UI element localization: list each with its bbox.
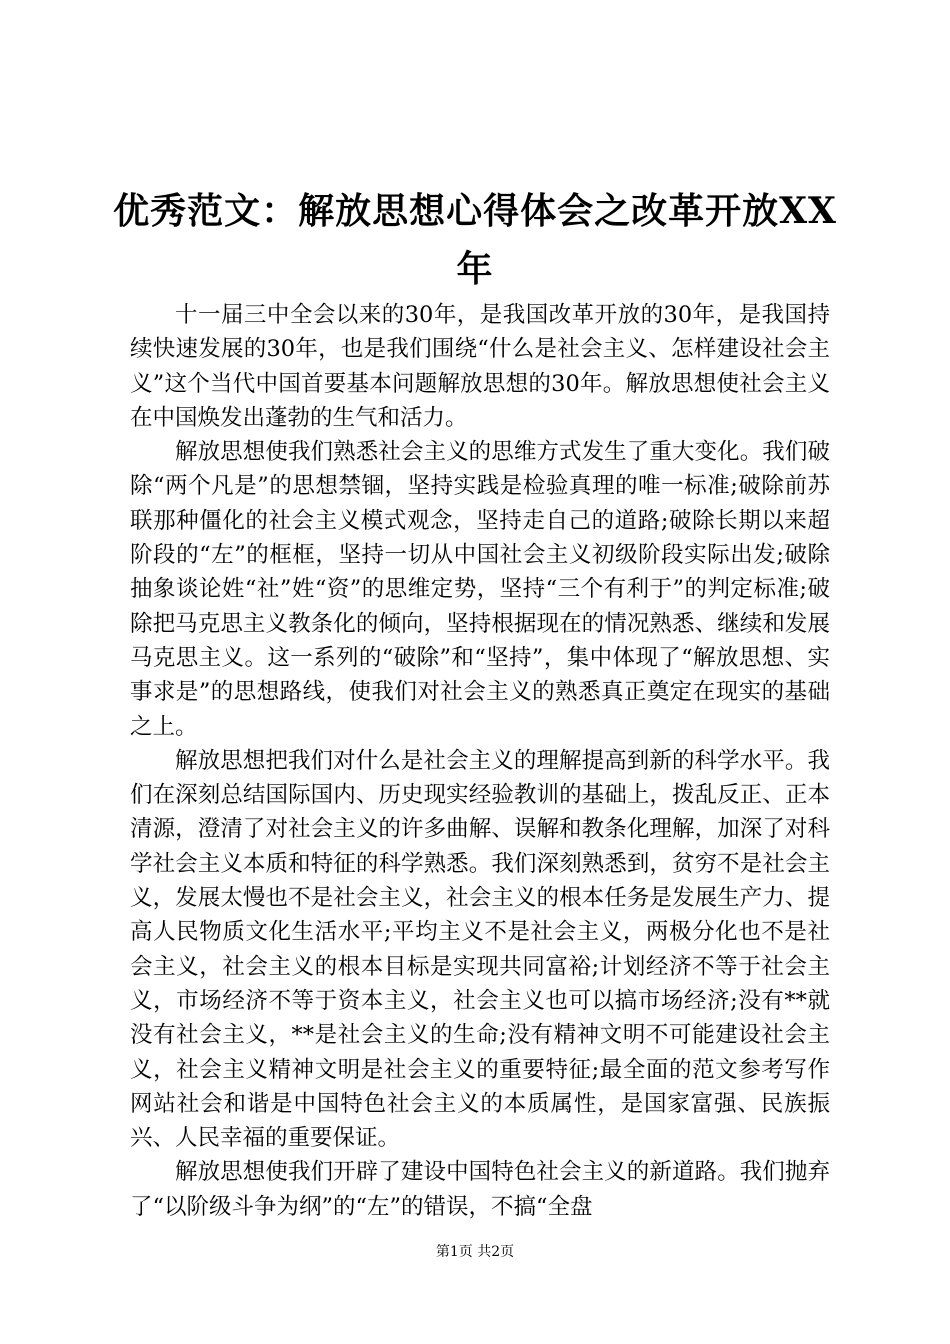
document-body bbox=[130, 298, 830, 1224]
document-title: 优秀范文：解放思想心得体会之改革开放XX年 bbox=[113, 190, 837, 291]
paragraph: 十一届三中全会以来的30年，是我国改革开放的30年，是我国持续快速发展的30年，也是我们围绕“什么是社会主义、怎样建设社会主义”这个当代中国首要基本问题解放思想的30年。解放思想使社会主义在中国焕发出蓬勃的生气和活力。 bbox=[130, 302, 830, 431]
paragraph: 解放思想使我们熟悉社会主义的思维方式发生了重大变化。我们破除“两个凡是”的思想禁锢，坚持实践是检验真理的唯一标准;破除前苏联那种僵化的社会主义模式观念，坚持走自己的道路;破除长期以来超阶段的“左”的框框，坚持一切从中国社会主义初级阶段实际出发;破除抽象谈论姓“社”姓“资”的思维定势，坚持“三个有利于”的判定标准;破除把马克思主义教条化的倾向，坚持根据现在的情况熟悉、继续和发展马克思主义。这一系列的“破除”和“坚持”，集中体现了“解放思想、实事求是”的思想路线，使我们对社会主义的熟悉真正奠定在现实的基础之上。 bbox=[130, 439, 830, 740]
page-footer: 第1页 共2页 bbox=[435, 1244, 515, 1260]
paragraph: 解放思想使我们开辟了建设中国特色社会主义的新道路。我们抛弃了“以阶级斗争为纲”的“左”的错误，不搞“全盘 bbox=[130, 1159, 830, 1220]
paragraph: 解放思想把我们对什么是社会主义的理解提高到新的科学水平。我们在深刻总结国际国内、历史现实经验教训的基础上，拨乱反正、正本清源，澄清了对社会主义的许多曲解、误解和教条化理解，加深了对科学社会主义本质和特征的科学熟悉。我们深刻熟悉到，贫穷不是社会主义，发展太慢也不是社会主义，社会主义的根本任务是发展生产力、提高人民物质文化生活水平;平均主义不是社会主义，两极分化也不是社会主义，社会主义的根本目标是实现共同富裕;计划经济不等于社会主义，市场经济不等于资本主义，社会主义也可以搞市场经济;没有**就没有社会主义，**是社会主义的生命;没有精神文明不可能建设社会主义，社会主义精神文明是社会主义的重要特征;最全面的范文参考写作网站社会和谐是中国特色社会主义的本质属性，是国家富强、民族振兴、人民幸福的重要保证。 bbox=[130, 747, 830, 1152]
